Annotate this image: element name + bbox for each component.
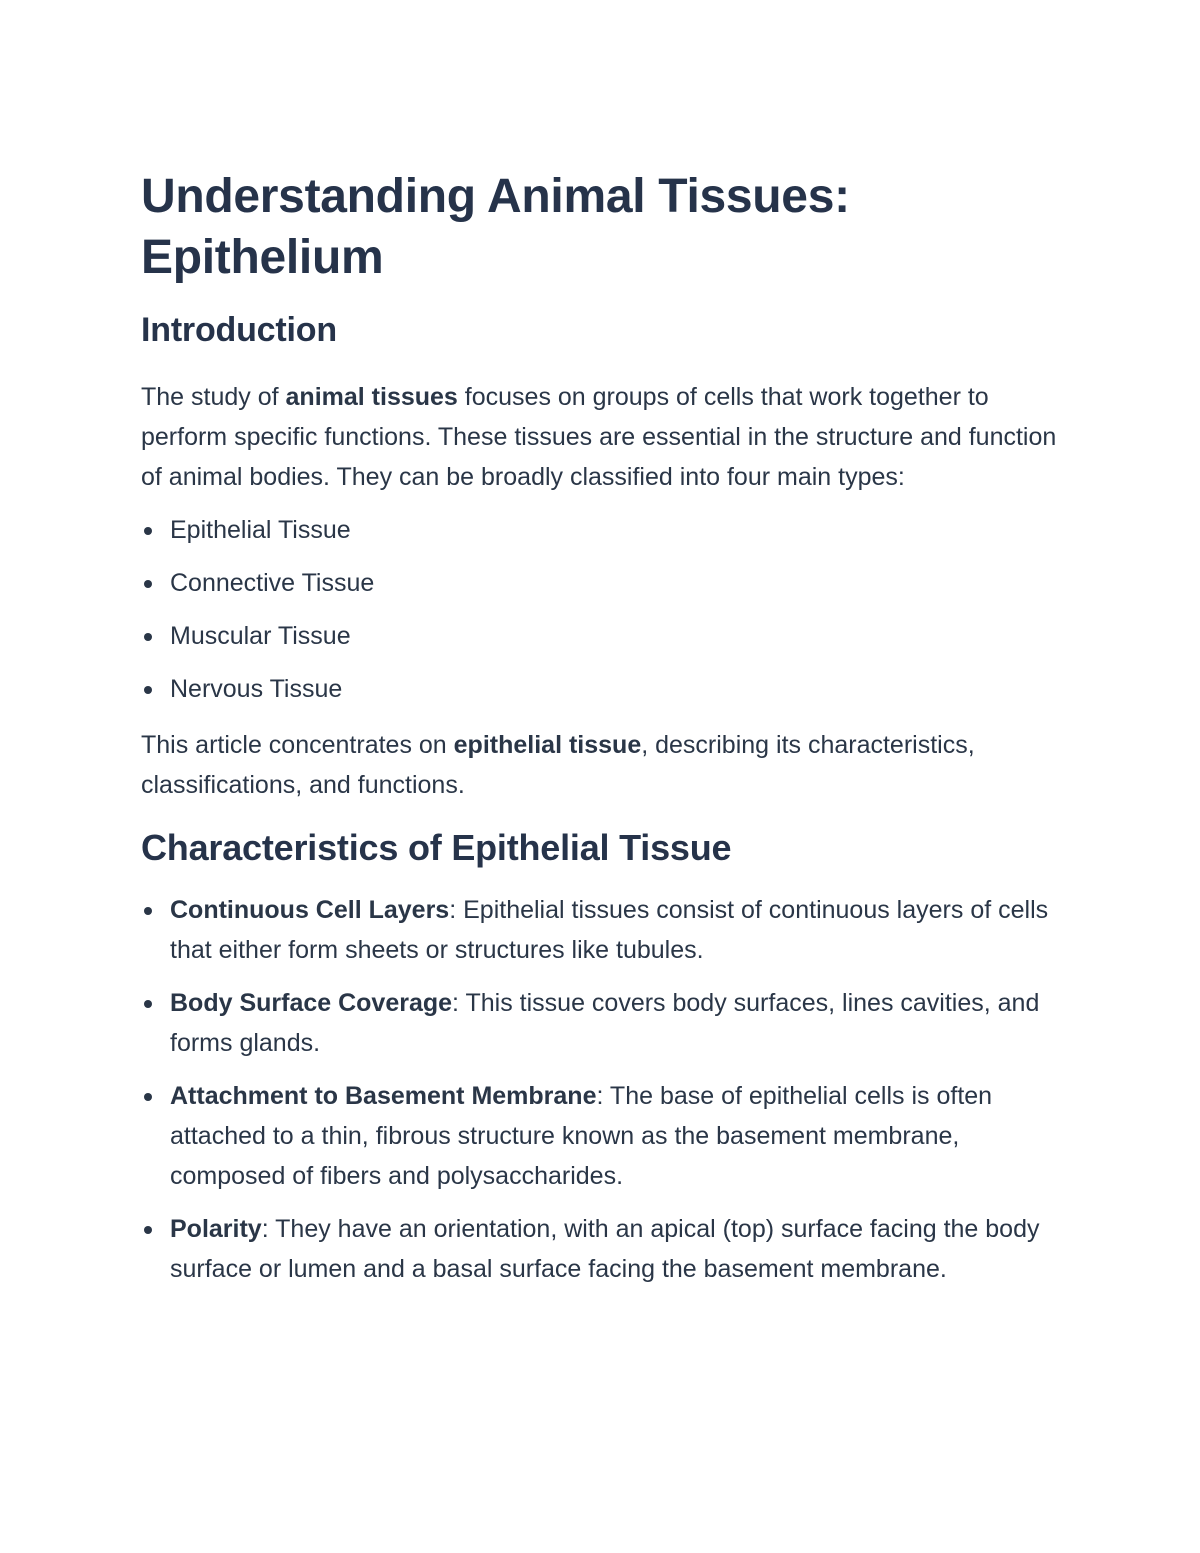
list-item bbox=[141, 890, 1061, 970]
list-item bbox=[141, 1209, 1061, 1289]
tissue-types-list bbox=[141, 510, 1061, 709]
list-item-label: Connective Tissue bbox=[170, 569, 375, 597]
document-page bbox=[141, 166, 1061, 1302]
bullet-icon bbox=[144, 1093, 152, 1101]
list-item bbox=[141, 983, 1061, 1063]
bullet-icon bbox=[144, 1000, 152, 1008]
introduction-paragraph bbox=[141, 377, 1061, 497]
characteristic-text: : This tissue covers body surfaces, lines cavities, and forms glands. bbox=[170, 989, 1040, 1057]
list-item bbox=[141, 563, 1061, 603]
characteristic-text: : Epithelial tissues consist of continuous layers of cells that either form sheets or structures like tubules. bbox=[170, 896, 1049, 964]
list-item-label: Epithelial Tissue bbox=[170, 516, 351, 544]
list-item bbox=[141, 1076, 1061, 1196]
characteristic-term: Attachment to Basement Membrane bbox=[170, 1082, 597, 1110]
list-item bbox=[141, 616, 1061, 656]
characteristic-term: Body Surface Coverage bbox=[170, 989, 453, 1017]
list-item bbox=[141, 510, 1061, 550]
characteristics-heading: Characteristics of Epithelial Tissue bbox=[141, 827, 732, 868]
characteristic-text: : They have an orientation, with an apical (top) surface facing the body surface or lumen and a basal surface facing the basement membrane. bbox=[170, 1215, 1040, 1283]
closing-text-before: This article concentrates on bbox=[141, 731, 454, 759]
intro-text-after: focuses on groups of cells that work together to perform specific functions. These tissues are essential in the structure and function of animal bodies. They can be broadly classified into four main types: bbox=[141, 383, 1057, 491]
list-item-label: Nervous Tissue bbox=[170, 675, 343, 703]
list-item bbox=[141, 669, 1061, 709]
closing-paragraph bbox=[141, 725, 1061, 805]
bullet-icon bbox=[144, 633, 152, 641]
list-item-label: Muscular Tissue bbox=[170, 622, 351, 650]
introduction-heading: Introduction bbox=[141, 311, 337, 349]
bullet-icon bbox=[144, 907, 152, 915]
closing-text-after: , describing its characteristics, classifications, and functions. bbox=[141, 731, 975, 799]
characteristic-text: : The base of epithelial cells is often attached to a thin, fibrous structure known as the basement membrane, composed of fibers and polysaccharides. bbox=[170, 1082, 993, 1190]
page-title: Understanding Animal Tissues: Epithelium bbox=[141, 170, 850, 284]
bullet-icon bbox=[144, 1226, 152, 1234]
intro-text-before: The study of bbox=[141, 383, 286, 411]
characteristic-term: Polarity bbox=[170, 1215, 262, 1243]
closing-bold-term: epithelial tissue bbox=[453, 731, 642, 759]
bullet-icon bbox=[144, 686, 152, 694]
characteristic-term: Continuous Cell Layers bbox=[170, 896, 450, 924]
bullet-icon bbox=[144, 527, 152, 535]
intro-bold-term: animal tissues bbox=[285, 383, 458, 411]
bullet-icon bbox=[144, 580, 152, 588]
characteristics-list bbox=[141, 890, 1061, 1289]
